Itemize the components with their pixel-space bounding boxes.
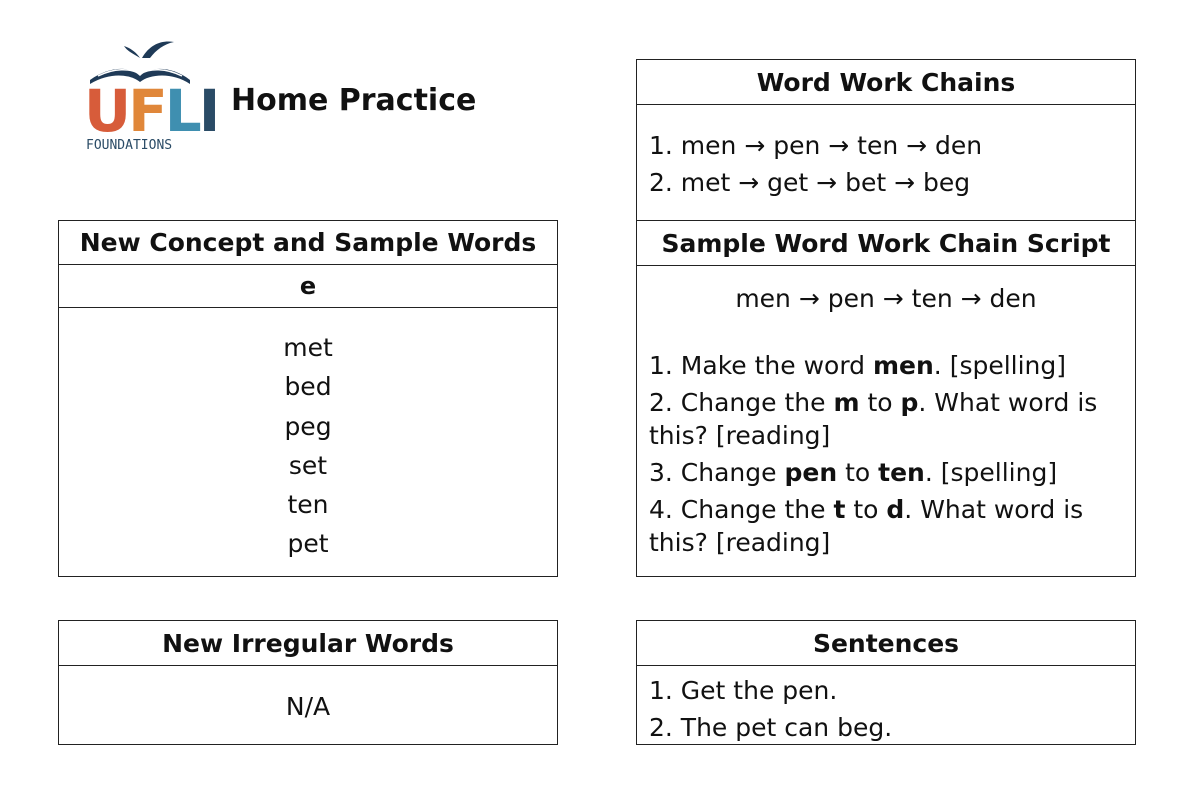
script-step: 2. Change the m to p. What word is this? [reading] (649, 388, 1098, 450)
sample-word: ten (287, 490, 329, 520)
chain-item: 1. men → pen → ten → den (649, 131, 983, 160)
sample-word: set (288, 450, 328, 480)
sentences-heading: Sentences (637, 621, 1135, 666)
concept-letter: e (59, 265, 557, 308)
logo-letter-u: U (84, 77, 129, 145)
script-step: 3. Change pen to ten. [spelling] (649, 458, 1058, 487)
chain-script-box (636, 220, 1136, 577)
ufli-logo (84, 36, 218, 156)
sample-word: met (283, 333, 333, 362)
sample-word: peg (284, 411, 332, 441)
new-concept-heading: New Concept and Sample Words (59, 221, 557, 265)
word-work-chains-list (637, 105, 1135, 201)
irregular-words-value: N/A (285, 692, 331, 721)
sample-word: bed (284, 372, 332, 402)
sample-word: pet (287, 529, 329, 559)
logo-subtitle: FOUNDATIONS (86, 138, 173, 153)
irregular-words-heading: New Irregular Words (59, 621, 557, 666)
logo-letter-l: L (164, 77, 199, 145)
word-work-chains-heading: Word Work Chains (637, 60, 1135, 105)
logo-letter-i: I (198, 77, 218, 145)
page-title: Home Practice (231, 83, 477, 118)
sentence-item: 2. The pet can beg. (649, 713, 893, 742)
logo-letters (84, 77, 218, 145)
word-work-chains-box (636, 59, 1136, 222)
sentences-box (636, 620, 1136, 745)
logo-letter-f: F (128, 77, 165, 145)
sample-words-list (59, 308, 557, 564)
chain-script-heading: Sample Word Work Chain Script (637, 221, 1135, 266)
sentences-list (637, 666, 1135, 746)
sentence-item: 1. Get the pen. (649, 676, 838, 705)
chain-item: 2. met → get → bet → beg (649, 168, 971, 197)
new-concept-box (58, 220, 558, 577)
irregular-words-box (58, 620, 558, 745)
chain-script-steps (637, 313, 1135, 559)
script-step: 1. Make the word men. [spelling] (649, 351, 1067, 380)
chain-script-chain: men → pen → ten → den (735, 284, 1037, 313)
script-step: 4. Change the t to d. What word is this? [reading] (649, 495, 1084, 557)
